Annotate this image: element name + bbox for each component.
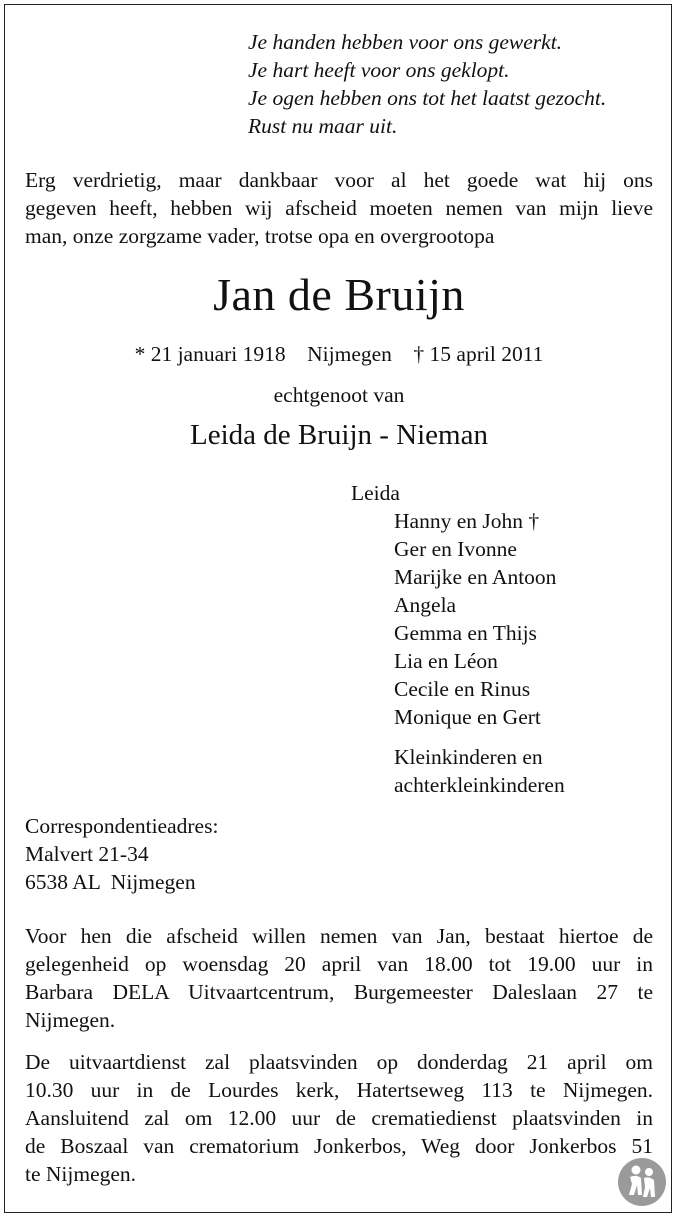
poem-line: Je ogen hebben ons tot het laatst gezocht. (248, 86, 607, 110)
paragraph-line: Voor hen die afscheid willen nemen van Jan, bestaat hiertoe de (25, 924, 653, 948)
child-entry: Angela (394, 593, 457, 617)
paragraph-line: gelegenheid op woensdag 20 april van 18.00 tot 19.00 uur in (25, 952, 653, 976)
child-entry: Lia en Léon (394, 649, 498, 673)
child-entry: Monique en Gert (394, 705, 541, 729)
spouse-name: Leida de Bruijn - Nieman (190, 419, 488, 451)
grandchildren (351, 743, 565, 799)
visitation-paragraph (25, 922, 653, 1034)
child-entry: Marijke en Antoon (394, 565, 557, 589)
deceased-name: Jan de Bruijn (213, 269, 465, 320)
child-entry: Hanny en John † (394, 509, 540, 533)
paragraph-line: 10.30 uur in de Lourdes kerk, Hatertseweg 113 te Nijmegen. (25, 1078, 653, 1102)
paragraph-line: de Boszaal van crematorium Jonkerbos, Weg door Jonkerbos 51 (25, 1134, 653, 1158)
poem-line: Rust nu maar uit. (248, 114, 398, 138)
grandchildren-line: achterkleinkinderen (394, 773, 565, 797)
address-line: Malvert 21-34 (25, 842, 149, 866)
intro-line: man, onze zorgzame vader, trotse opa en overgrootopa (25, 224, 495, 248)
family-head: Leida (351, 481, 400, 505)
child-entry: Ger en Ivonne (394, 537, 517, 561)
paragraph-line: Aansluitend zal om 12.00 uur de crematiedienst plaatsvinden in (25, 1106, 653, 1130)
address-line: Correspondentieadres: (25, 814, 219, 838)
poem-line: Je hart heeft voor ons geklopt. (248, 58, 510, 82)
address-line: 6538 AL Nijmegen (25, 870, 196, 894)
funeral-paragraph (25, 1048, 653, 1188)
paragraph-line: Barbara DELA Uitvaartcentrum, Burgemeester Daleslaan 27 te (25, 980, 653, 1004)
intro-line: Erg verdrietig, maar dankbaar voor al het goede wat hij ons (25, 168, 653, 192)
child-entry: Gemma en Thijs (394, 621, 537, 645)
memorial-figures-logo-icon (617, 1157, 667, 1207)
poem (248, 28, 606, 140)
paragraph-line: De uitvaartdienst zal plaatsvinden op donderdag 21 april om (25, 1050, 653, 1074)
children-list (351, 507, 565, 731)
birth-death-dates: * 21 januari 1918 Nijmegen † 15 april 2011 (134, 342, 544, 366)
intro-line: gegeven heeft, hebben wij afscheid moeten nemen van mijn lieve (25, 196, 653, 220)
paragraph-line: Nijmegen. (25, 1008, 116, 1032)
spouse-intro: echtgenoot van (273, 383, 405, 407)
correspondence-address (25, 812, 218, 896)
intro-text (25, 166, 653, 250)
family-list (351, 479, 565, 799)
poem-line: Je handen hebben voor ons gewerkt. (248, 30, 563, 54)
child-entry: Cecile en Rinus (394, 677, 531, 701)
grandchildren-line: Kleinkinderen en (394, 745, 543, 769)
paragraph-line: te Nijmegen. (25, 1162, 137, 1186)
